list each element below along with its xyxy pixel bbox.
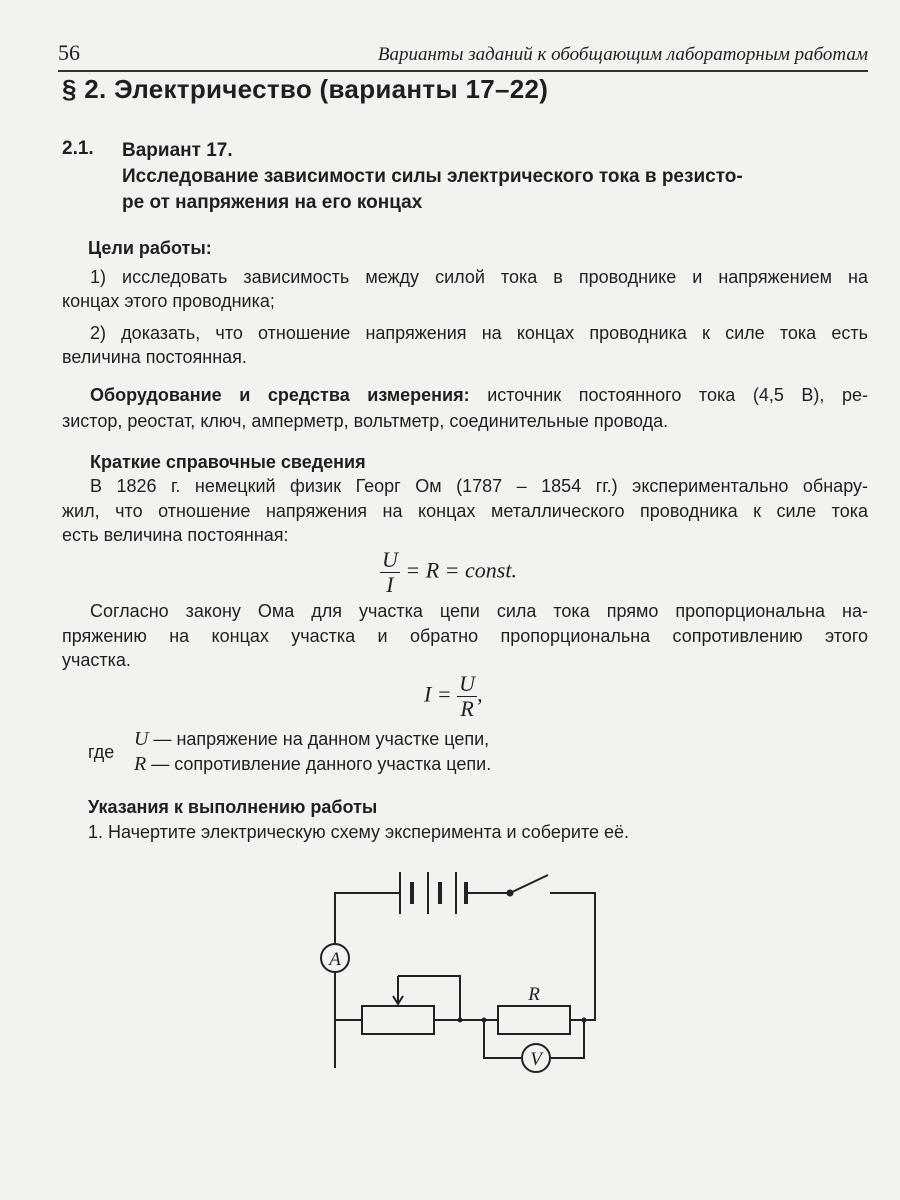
wire-voltmeter-left [484, 1020, 522, 1058]
goal-item1-line2: концах этого проводника; [62, 291, 275, 311]
goal-item1-line1: 1) исследовать зависимость между силой тока в проводнике и напряжением на [90, 267, 868, 287]
formula1-rest: = R = const. [399, 557, 517, 583]
battery-icon [400, 872, 466, 914]
formula-ohms-law [424, 672, 483, 721]
page-number: 56 [58, 40, 80, 65]
circuit-diagram [300, 858, 620, 1088]
instruction-step1: 1. Начертите электрическую схему эксперимента и соберите её. [88, 822, 630, 842]
where-r-symbol: R [134, 753, 147, 775]
reference-heading: Краткие справочные сведения [90, 452, 366, 472]
equipment-label: Оборудование и средства измерения: [90, 385, 470, 405]
where-label: где [88, 742, 115, 762]
voltmeter-label: V [530, 1049, 542, 1070]
rheostat-icon [362, 1006, 434, 1034]
switch-pivot [508, 891, 513, 896]
reference-p2-line3: участка. [62, 650, 131, 670]
wire-slider [398, 976, 460, 1020]
goals-heading: Цели работы: [88, 238, 212, 258]
subsection-title-line2: ре от напряжения на его концах [122, 192, 423, 213]
reference-p2-line1: Согласно закону Ома для участка цепи сила тока прямо пропорциональна на- [90, 601, 868, 621]
formula1-numerator: U [382, 547, 398, 572]
equipment-line1 [90, 385, 868, 406]
formula1-fraction [380, 548, 400, 597]
where-r-text: — сопротивление данного участка цепи. [146, 754, 492, 774]
subsection-title [122, 138, 870, 216]
formula-u-over-i [380, 548, 517, 597]
switch-icon [510, 875, 548, 893]
page-header [58, 38, 868, 68]
where-u-text: — напряжение на данном участке цепи, [148, 729, 490, 749]
formula2-left: I = [424, 681, 458, 707]
where-u-symbol: U [134, 728, 149, 750]
header-rule [58, 70, 868, 72]
wire-right [550, 893, 595, 1020]
reference-p1-line3: есть величина постоянная: [62, 525, 289, 545]
ammeter-label: A [329, 949, 341, 970]
instructions-heading: Указания к выполнению работы [88, 797, 378, 817]
goal-item2-line1: 2) доказать, что отношение напряжения на концах проводника к силе тока есть [90, 323, 868, 343]
variant-label: Вариант 17. [122, 140, 233, 161]
resistor-icon [498, 1006, 570, 1034]
node-left [482, 1018, 487, 1023]
where-r-line [134, 752, 491, 777]
formula2-denominator: R [460, 696, 474, 721]
running-title: Варианты заданий к обобщающим лабораторным работам [377, 44, 868, 65]
subsection-number: 2.1. [62, 138, 94, 159]
section-title: § 2. Электричество (варианты 17–22) [62, 74, 549, 104]
reference-p1-line2: жил, что отношение напряжения на концах металлического проводника к силе тока [62, 501, 868, 521]
node-right [582, 1018, 587, 1023]
formula1-denominator: I [386, 572, 394, 597]
node-slider [458, 1018, 463, 1023]
reference-p2-line2: пряжению на концах участка и обратно пропорциональна сопротивлению этого [62, 626, 868, 646]
goal-item2-line2: величина постоянная. [62, 347, 247, 367]
equipment-line2: зистор, реостат, ключ, амперметр, вольтметр, соединительные провода. [62, 411, 669, 431]
equipment-line1-rest: источник постоянного тока (4,5 В), ре- [469, 385, 868, 405]
formula2-numerator: U [459, 671, 476, 696]
wire-voltmeter-right [550, 1020, 584, 1058]
resistor-label: R [528, 984, 540, 1005]
formula2-tail: , [477, 681, 483, 707]
reference-p1-line1: В 1826 г. немецкий физик Георг Ом (1787 – 1854 гг.) экспериментально обнару- [90, 476, 868, 496]
formula2-fraction [457, 672, 477, 721]
wire-left-top [335, 893, 395, 1068]
where-u-line [134, 727, 489, 752]
subsection-title-line1: Исследование зависимости силы электрического тока в резисто- [122, 166, 743, 187]
